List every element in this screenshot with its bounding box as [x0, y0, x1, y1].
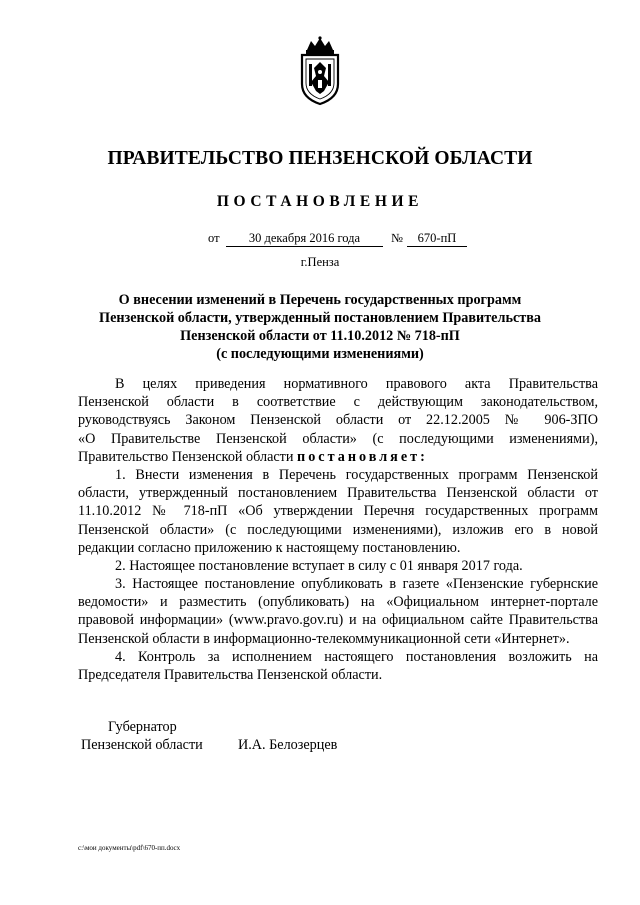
subject-line: О внесении изменений в Перечень государственных программ [118, 292, 522, 308]
subject-line: Пензенской области от 11.10.2012 № 718-пП [180, 328, 460, 344]
subject-line: Пензенской области, утвержденный постановлением Правительства [99, 310, 541, 326]
body-line: области, утвержденный постановлением Правительства Пензенской области от [78, 485, 598, 502]
document-type: ПОСТАНОВЛЕНИЕ [216, 193, 424, 210]
document-body [78, 375, 598, 684]
subject-line: (с последующими изменениями) [216, 346, 424, 362]
resolving-party: Правительство Пензенской области [78, 448, 294, 465]
date-number-line [208, 231, 468, 249]
body-line: редакции согласно приложению к настоящему постановлению. [78, 539, 461, 556]
body-line: 1. Внести изменения в Перечень государственных программ Пензенской [115, 466, 598, 483]
document-date: 30 декабря 2016 года [226, 231, 383, 247]
body-line: Пензенской области» (с последующими изменениями), изложив его в новой [78, 521, 598, 538]
number-sign: № [391, 231, 403, 245]
body-line: 3. Настоящее постановление опубликовать в газете «Пензенские губернские [115, 576, 598, 593]
body-line: руководствуясь Законом Пензенской области от 22.12.2005 № 906-ЗПО [78, 412, 598, 429]
file-path: c:\мои документы\pdf\670-пп.docx [78, 844, 181, 852]
body-line: 11.10.2012 № 718-пП «Об утверждении Перечня государственных программ [78, 503, 598, 520]
body-line: правовой информации» (www.pravo.gov.ru) и на официальном сайте Правительства [78, 612, 598, 629]
body-line: 4. Контроль за исполнением настоящего постановления возложить на [115, 648, 598, 665]
government-title: ПРАВИТЕЛЬСТВО ПЕНЗЕНСКОЙ ОБЛАСТИ [107, 148, 533, 169]
signature-title: Губернатор [108, 719, 177, 735]
body-line: Пензенской области в соответствие с действующим законодательством, [78, 394, 598, 411]
signatory-name: И.А. Белозерцев [238, 737, 338, 753]
coat-of-arms-icon [296, 36, 344, 106]
body-line [78, 448, 598, 466]
body-line: Председателя Правительства Пензенской области. [78, 667, 383, 683]
body-line: Пензенской области в информационно-телекоммуникационной сети «Интернет». [78, 630, 570, 647]
body-line: В целях приведения нормативного правового акта Правительства [115, 376, 598, 392]
body-line: 2. Настоящее постановление вступает в силу с 01 января 2017 года. [115, 557, 523, 574]
date-prefix: от [208, 231, 220, 245]
resolves-verb: постановляет: [297, 448, 428, 465]
body-line: ведомости» и разместить (опубликовать) на «Официальном интернет-портале [78, 594, 598, 611]
document-subject [0, 291, 640, 363]
city: г.Пенза [300, 255, 340, 269]
signature-region: Пензенской области [81, 737, 203, 753]
body-line: «О Правительстве Пензенской области» (с последующими изменениями), [78, 430, 598, 447]
document-number: 670-пП [407, 231, 467, 247]
